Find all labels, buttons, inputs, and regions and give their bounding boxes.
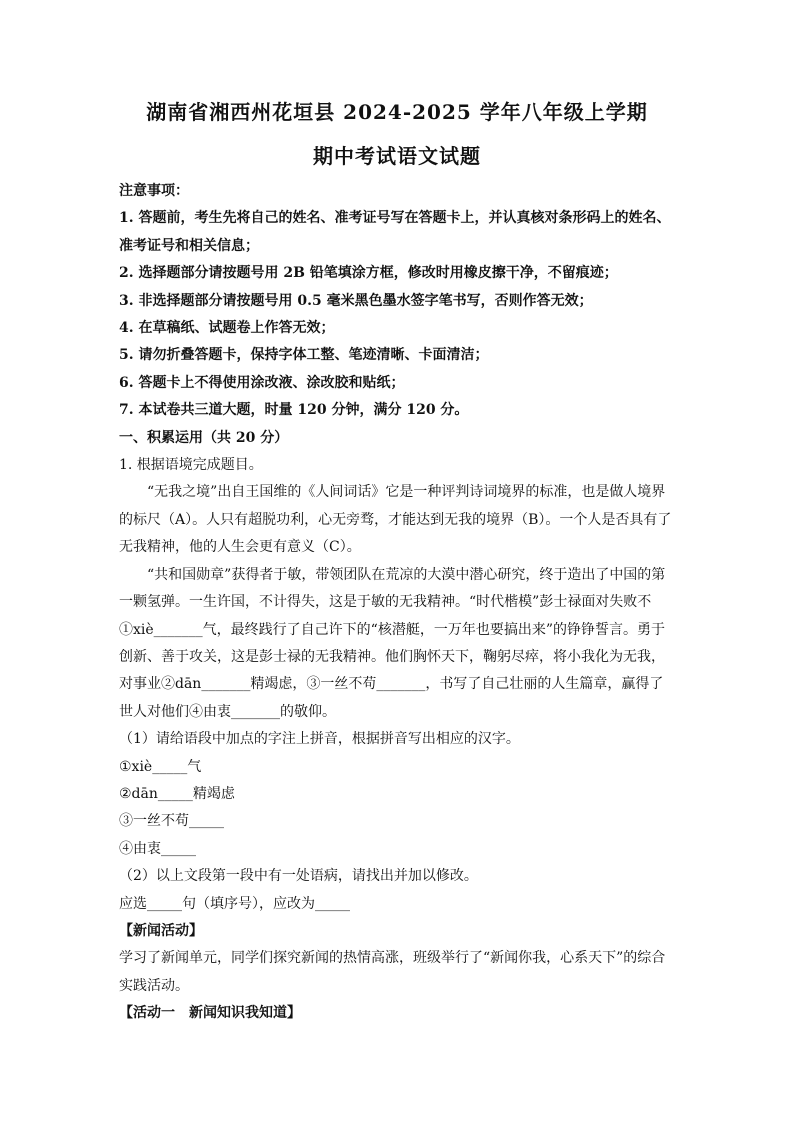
note-item: 5. 请勿折叠答题卡，保持字体工整、笔迹清晰、卡面清洁； bbox=[119, 347, 489, 364]
question-intro: 1. 根据语境完成题目。 bbox=[119, 457, 263, 474]
activity-1-heading: 【活动一 新闻知识我知道】 bbox=[119, 1005, 301, 1022]
exam-title-line2: 期中考试语文试题 bbox=[313, 144, 481, 168]
pinyin-item: ③一丝不苟_____ bbox=[119, 813, 224, 830]
subquestion-2-answer: 应选_____句（填序号），应改为_____ bbox=[119, 895, 350, 912]
exam-content bbox=[119, 178, 675, 1028]
subquestion-2-prompt: （2）以上文段第一段中有一处语病，请找出并加以修改。 bbox=[119, 868, 478, 885]
note-item: 2. 选择题部分请按题号用 2B 铅笔填涂方框，修改时用橡皮擦干净，不留痕迹； bbox=[119, 265, 618, 282]
note-item: 3. 非选择题部分请按题号用 0.5 毫米黑色墨水签字笔书写，否则作答无效； bbox=[119, 292, 593, 309]
notes-heading: 注意事项： bbox=[119, 183, 189, 199]
news-heading: 【新闻活动】 bbox=[119, 922, 203, 939]
pinyin-item: ①xiè_____气 bbox=[119, 758, 202, 775]
passage-paragraph-1: “无我之境”出自王国维的《人间词话》它是一种评判诗词境界的标准，也是做人境界的标尺（A）。人只有超脱功利，心无旁骛，才能达到无我的境界（B）。一个人是否具有了无我精神，他的人生会更有意义（C）。 bbox=[119, 484, 672, 556]
section-heading: 一、积累运用（共 20 分） bbox=[119, 429, 289, 446]
exam-title-line1: 湖南省湘西州花垣县 2024-2025 学年八年级上学期 bbox=[146, 100, 648, 124]
pinyin-item: ②dān_____精竭虑 bbox=[119, 785, 235, 802]
note-item: 4. 在草稿纸、试题卷上作答无效； bbox=[119, 320, 335, 337]
passage-paragraph-2: “共和国勋章”获得者于敏，带领团队在荒凉的大漠中潜心研究，终于造出了中国的第一颗氢弹。一生许国，不计得失，这是于敏的无我精神。“时代楷模”彭士禄面对失败不①xiè_______气，最终践行了自己许下的“核潜艇，一万年也要搞出来”的铮铮誓言。勇于创新、善于攻关，这是彭士禄的无我精神。他们胸怀天下，鞠躬尽瘁，将小我化为无我，对事业②dān_______精竭虑，③一丝不苟_______，书写了自己壮丽的人生篇章，赢得了世人对他们④由衷_______的敬仰。 bbox=[119, 566, 666, 720]
subquestion-1-prompt: （1）请给语段中加点的字注上拼音，根据拼音写出相应的汉字。 bbox=[119, 731, 520, 748]
note-item: 1. 答题前，考生先将自己的姓名、准考证号写在答题卡上，并认真核对条形码上的姓名、准考证号和相关信息； bbox=[119, 210, 671, 254]
news-text: 学习了新闻单元，同学们探究新闻的热情高涨，班级举行了“新闻你我，心系天下”的综合实践活动。 bbox=[119, 950, 666, 994]
note-item: 6. 答题卡上不得使用涂改液、涂改胶和贴纸； bbox=[119, 374, 405, 391]
note-item: 7. 本试卷共三道大题，时量 120 分钟，满分 120 分。 bbox=[119, 402, 469, 419]
pinyin-item: ④由衷_____ bbox=[119, 840, 196, 857]
